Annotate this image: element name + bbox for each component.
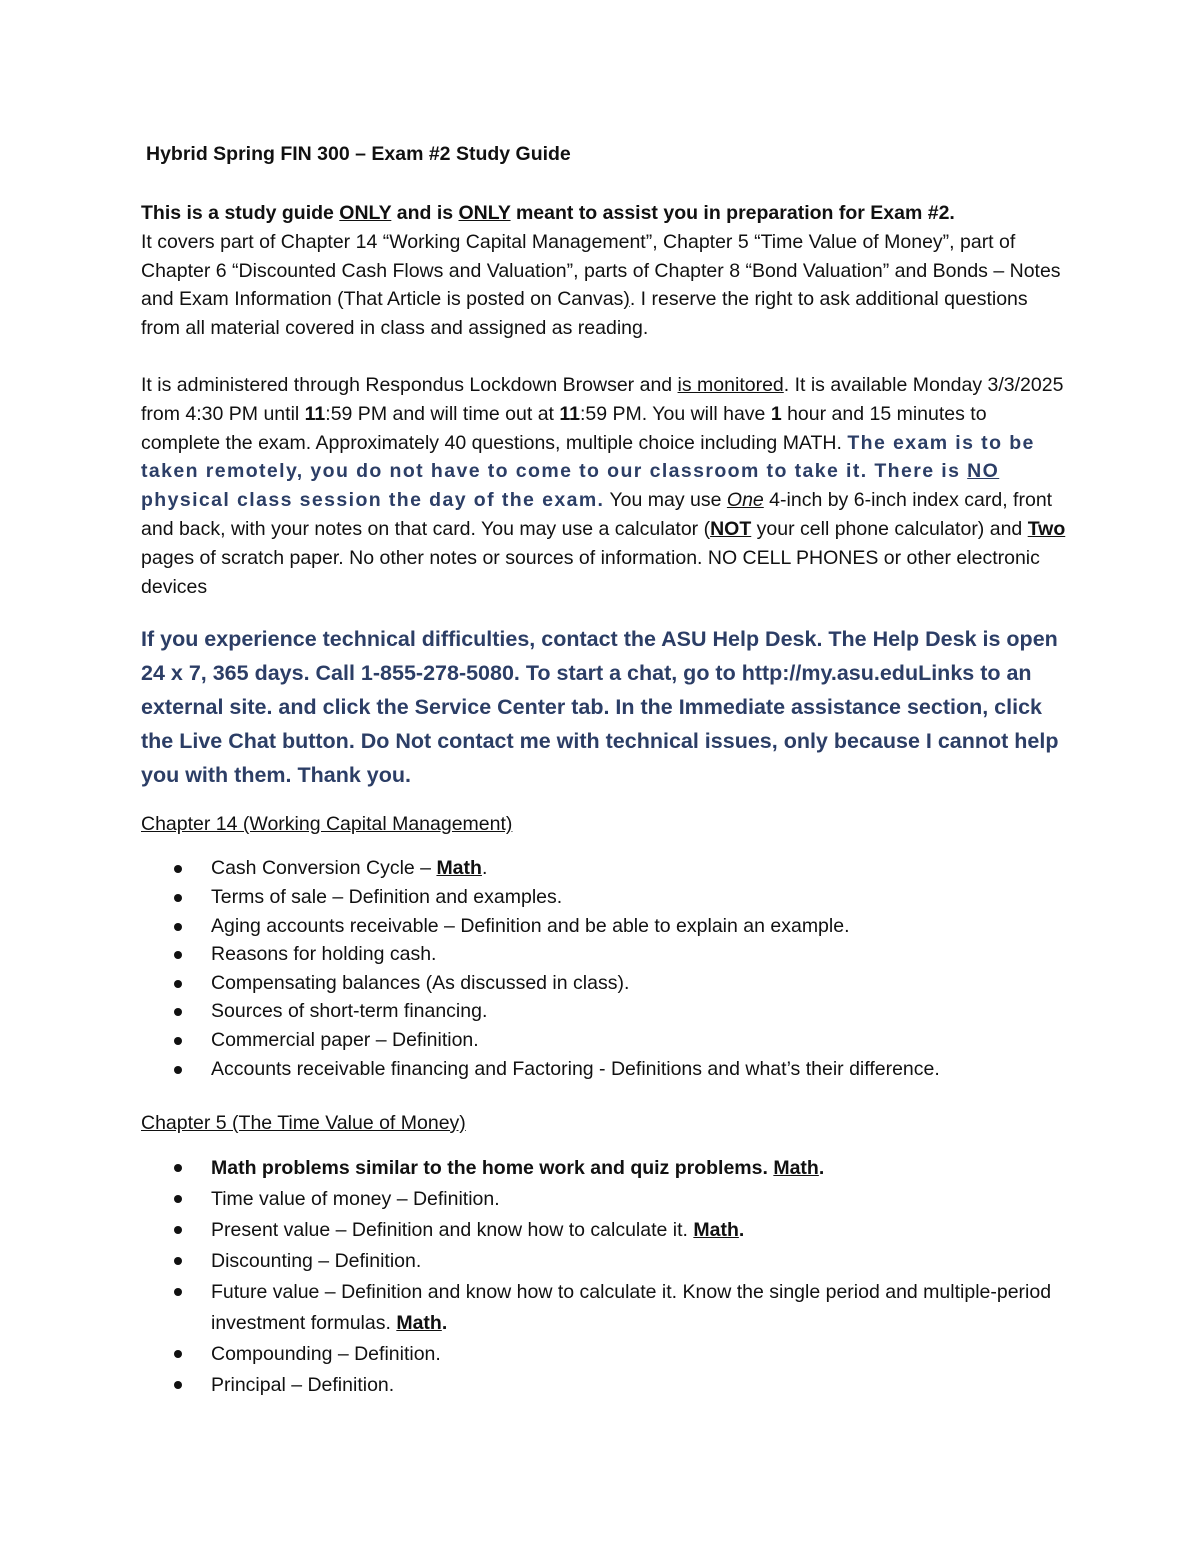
list-item — [141, 912, 1071, 941]
list-item-text: Accounts receivable financing and Factoring - Definitions and what’s their difference. — [211, 1057, 940, 1080]
help-desk-notice: If you experience technical difficulties, contact the ASU Help Desk. The Help Desk is open 24 x 7, 365 days. Call 1-855-278-5080. To start a chat, go to http://my.asu.eduLinks to an external site. and click the Service Center tab. In the Immediate assistance section, click the Live Chat button. Do Not contact me with technical issues, only because I cannot help you with them. Thank you. — [141, 627, 1059, 787]
list-item-text: Discounting – Definition. — [211, 1250, 422, 1273]
remote-no-emphasis: NO — [967, 460, 1000, 483]
bullet-icon — [174, 1257, 182, 1265]
math-caps: MATH — [782, 431, 837, 454]
list-item-tail: . — [818, 1157, 825, 1180]
intro-paragraph — [141, 199, 1071, 343]
list-item-text: Commercial paper – Definition. — [211, 1028, 479, 1051]
math-tag: Math — [773, 1157, 819, 1180]
bullet-icon — [174, 1381, 182, 1389]
time-hour-2: 11 — [559, 402, 581, 425]
list-item-text: Principal – Definition. — [211, 1374, 395, 1397]
list-item — [141, 1339, 1071, 1370]
intro-body-a: It covers part of Chapter 14 “Working Capital Management”, Chapter 5 “Time Value of Money”, part of Chapter 6 “Discounted Cash Flows and Valuation”, parts of Chapter 8 “Bond Valuation” and Bonds – Notes and Exam Information (That Article is posted on Canvas — [141, 230, 1061, 311]
list-item-text: Future value – Definition and know how to calculate it. Know the single period and multiple-period investment formulas. — [211, 1281, 1052, 1335]
list-item-text: Compounding – Definition. — [211, 1343, 441, 1366]
admin-text-3: :59 PM and will time out at — [325, 402, 560, 425]
admin-text-1: It is administered through Respondus Lockdown Browser and — [141, 373, 678, 396]
list-item — [141, 1246, 1071, 1277]
bullet-icon — [174, 1288, 182, 1296]
list-item-text: Terms of sale – Definition and examples. — [211, 885, 563, 908]
monitored-emphasis: is monitored — [677, 373, 784, 396]
bullet-icon — [174, 951, 182, 959]
remote-notice-a: The exam is to be taken remotely, you do not have to come to our classroom to take it. There is — [141, 431, 1035, 483]
bullet-icon — [174, 1066, 182, 1074]
list-item — [141, 997, 1071, 1026]
list-item-tail: . — [738, 1219, 745, 1242]
list-item — [141, 854, 1071, 883]
time-hour-1: 11 — [304, 402, 326, 425]
intro-lead — [141, 202, 955, 224]
list-item — [141, 1055, 1071, 1084]
list-item — [141, 940, 1071, 969]
math-tag: Math — [436, 857, 482, 880]
list-item-text: Math problems similar to the home work and quiz problems. — [211, 1157, 774, 1180]
list-item — [141, 1153, 1071, 1184]
list-item — [141, 883, 1071, 912]
list-item — [141, 1277, 1071, 1339]
bullet-icon — [174, 1226, 182, 1234]
admin-text-7: You may use — [604, 489, 727, 512]
chapter-5-list — [141, 1153, 1071, 1401]
admin-text-10: pages of scratch paper. No other notes or sources of information. NO CELL PHONES or other electronic devices — [141, 546, 1040, 598]
one-card-emphasis: One — [726, 489, 764, 512]
intro-body-b: . I reserve the right to ask additional questions from all material covered in class and assigned as reading. — [141, 288, 1028, 340]
list-item-text: Cash Conversion Cycle – — [211, 857, 437, 880]
list-item — [141, 1215, 1071, 1246]
admin-text-9: your cell phone calculator) and — [751, 517, 1028, 540]
math-tag: Math — [693, 1219, 739, 1242]
list-item-text: Present value – Definition and know how to calculate it. — [211, 1219, 694, 1242]
administration-paragraph — [141, 371, 1071, 601]
two-emphasis: Two — [1027, 517, 1066, 540]
bullet-icon — [174, 980, 182, 988]
admin-text-5: hour and 15 minutes to complete the exam. Approximately 40 questions, multiple choice including — [141, 402, 987, 454]
chapter-14-heading: Chapter 14 (Working Capital Management) — [141, 813, 513, 836]
bullet-icon — [174, 1008, 182, 1016]
bullet-icon — [174, 1350, 182, 1358]
list-item-text: Aging accounts receivable – Definition and be able to explain an example. — [211, 914, 850, 937]
hours-count: 1 — [770, 402, 782, 425]
list-item-text: Time value of money – Definition. — [211, 1188, 500, 1211]
only-emphasis-1: ONLY — [339, 202, 392, 224]
admin-text-4: :59 PM. You will have — [580, 402, 771, 425]
bullet-icon — [174, 865, 182, 873]
study-guide-page — [141, 140, 1071, 1427]
math-tag: Math — [396, 1312, 442, 1335]
only-emphasis-2: ONLY — [458, 202, 511, 224]
page-title: Hybrid Spring FIN 300 – Exam #2 Study Guide — [146, 143, 571, 165]
admin-text-8: 4-inch by 6-inch index card, front and back, with your notes on that card. You may use a calculator ( — [141, 489, 1053, 540]
bullet-icon — [174, 894, 182, 902]
remote-notice-b: physical class session the day of the exam. — [141, 489, 605, 512]
list-item-text: Sources of short-term financing. — [211, 1000, 488, 1023]
list-item — [141, 1026, 1071, 1055]
chapter-5-heading: Chapter 5 (The Time Value of Money) — [141, 1112, 466, 1135]
intro-lead-text-a: This is a study guide — [141, 202, 340, 224]
intro-lead-text-c: meant to assist you in preparation for Exam #2. — [510, 202, 955, 224]
list-item — [141, 1184, 1071, 1215]
list-item — [141, 969, 1071, 998]
list-item-tail: . — [441, 1312, 448, 1335]
chapter-14-list — [141, 854, 1071, 1083]
intro-lead-text-b: and is — [391, 202, 459, 224]
list-item — [141, 1370, 1071, 1401]
not-emphasis: NOT — [710, 517, 752, 540]
admin-text-6: . — [836, 431, 848, 454]
bullet-icon — [174, 923, 182, 931]
list-item-text: Compensating balances (As discussed in class). — [211, 971, 630, 994]
bullet-icon — [174, 1164, 182, 1172]
list-item-tail: . — [481, 857, 488, 880]
list-item-text: Reasons for holding cash. — [211, 943, 437, 966]
intro-body-paren: ) — [623, 288, 630, 311]
bullet-icon — [174, 1195, 182, 1203]
admin-text-2: . It is available Monday 3/3/2025 from 4:30 PM until — [141, 373, 1064, 425]
bullet-icon — [174, 1037, 182, 1045]
